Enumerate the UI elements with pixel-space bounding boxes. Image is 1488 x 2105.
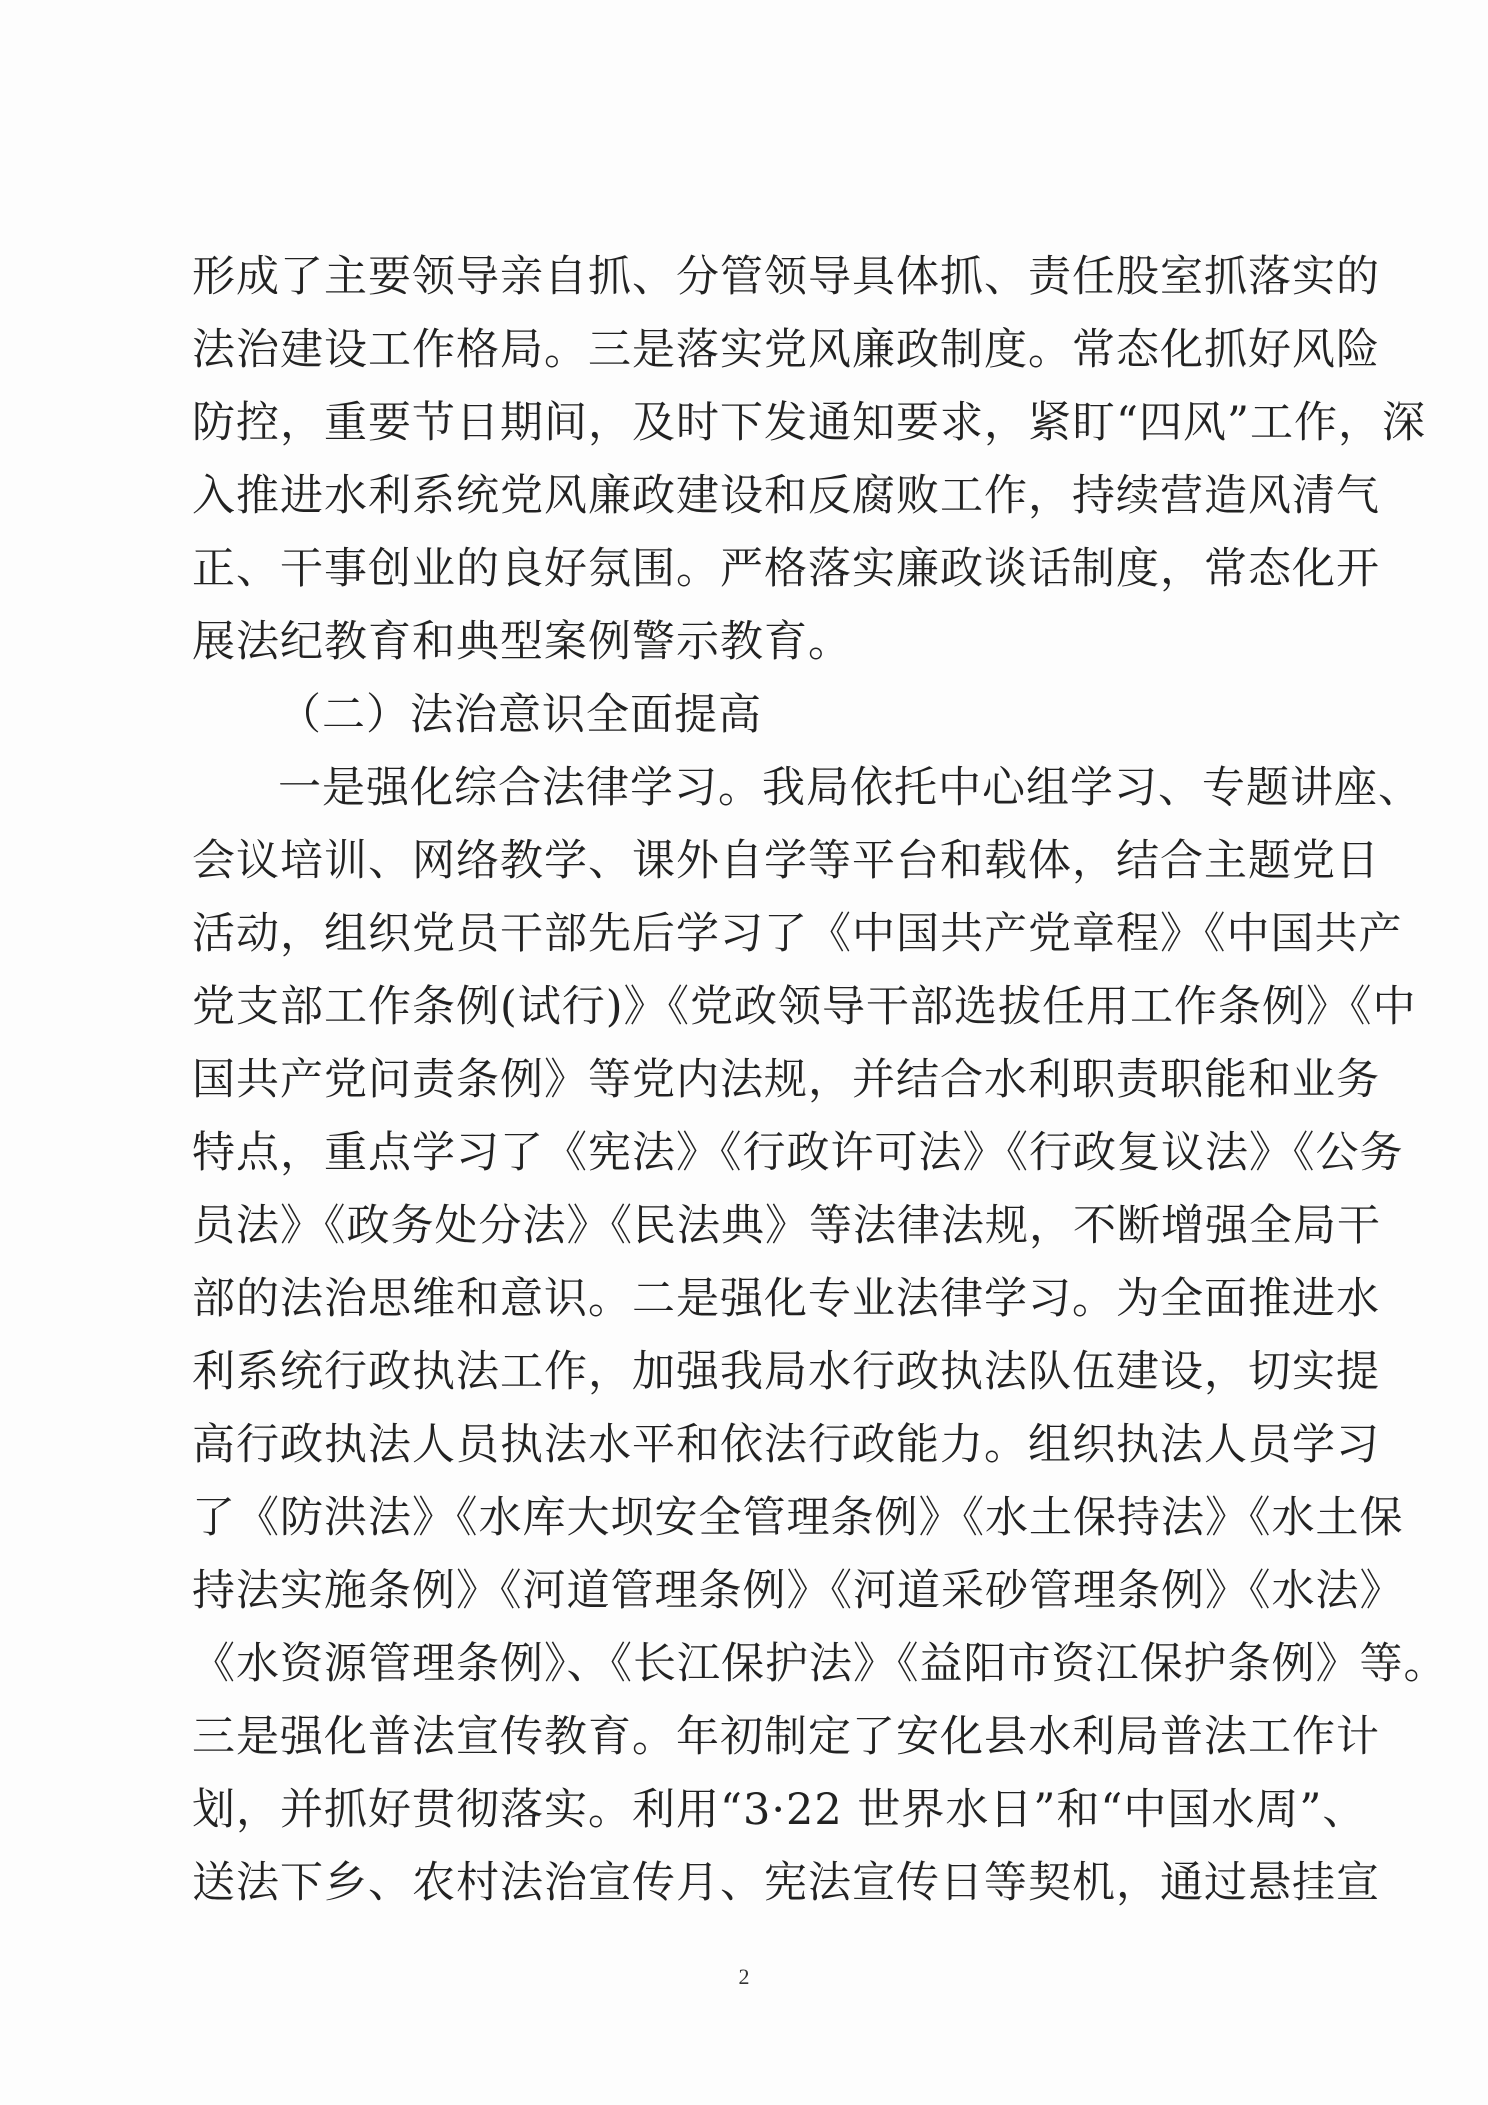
text-line: 《水资源管理条例》、《长江保护法》《益阳市资江保护条例》等。 bbox=[192, 1639, 1448, 1689]
text-line: 法治建设工作格局。三是落实党风廉政制度。常态化抓好风险 bbox=[192, 325, 1380, 375]
page-number: 2 bbox=[738, 1964, 750, 1989]
text-line: 高行政执法人员执法水平和依法行政能力。组织执法人员学习 bbox=[192, 1420, 1380, 1470]
text-line: 员法》《政务处分法》《民法典》等法律法规，不断增强全局干 bbox=[192, 1201, 1381, 1251]
text-line: 入推进水利系统党风廉政建设和反腐败工作，持续营造风清气 bbox=[192, 471, 1380, 521]
text-line: 划，并抓好贯彻落实。利用“3·22 世界水日”和“中国水周”、 bbox=[192, 1785, 1367, 1835]
text-line: 展法纪教育和典型案例警示教育。 bbox=[192, 617, 852, 667]
text-line: 防控，重要节日期间，及时下发通知要求，紧盯“四风”工作，深 bbox=[192, 398, 1426, 448]
text-line: 三是强化普法宣传教育。年初制定了安化县水利局普法工作计 bbox=[192, 1712, 1380, 1762]
section-heading: （二）法治意识全面提高 bbox=[278, 690, 762, 740]
text-line: 一是强化综合法律学习。我局依托中心组学习、专题讲座、 bbox=[278, 763, 1422, 813]
text-line: 国共产党问责条例》等党内法规，并结合水利职责职能和业务 bbox=[192, 1055, 1380, 1105]
text-line: 部的法治思维和意识。二是强化专业法律学习。为全面推进水 bbox=[192, 1274, 1380, 1324]
text-line: 利系统行政执法工作，加强我局水行政执法队伍建设，切实提 bbox=[192, 1347, 1380, 1397]
text-line: 特点，重点学习了《宪法》《行政许可法》《行政复议法》《公务 bbox=[192, 1128, 1404, 1178]
text-line: 正、干事创业的良好氛围。严格落实廉政谈话制度，常态化开 bbox=[192, 544, 1380, 594]
text-line: 送法下乡、农村法治宣传月、宪法宣传日等契机，通过悬挂宣 bbox=[192, 1858, 1380, 1908]
text-line: 持法实施条例》《河道管理条例》《河道采砂管理条例》《水法》 bbox=[192, 1566, 1404, 1616]
text-line: 了《防洪法》《水库大坝安全管理条例》《水土保持法》《水土保 bbox=[192, 1493, 1404, 1543]
text-line: 党支部工作条例(试行)》《党政领导干部选拔任用工作条例》《中 bbox=[192, 982, 1417, 1032]
text-line: 活动，组织党员干部先后学习了《中国共产党章程》《中国共产 bbox=[192, 909, 1403, 959]
text-line: 形成了主要领导亲自抓、分管领导具体抓、责任股室抓落实的 bbox=[192, 252, 1380, 302]
text-line: 会议培训、网络教学、课外自学等平台和载体，结合主题党日 bbox=[192, 836, 1380, 886]
